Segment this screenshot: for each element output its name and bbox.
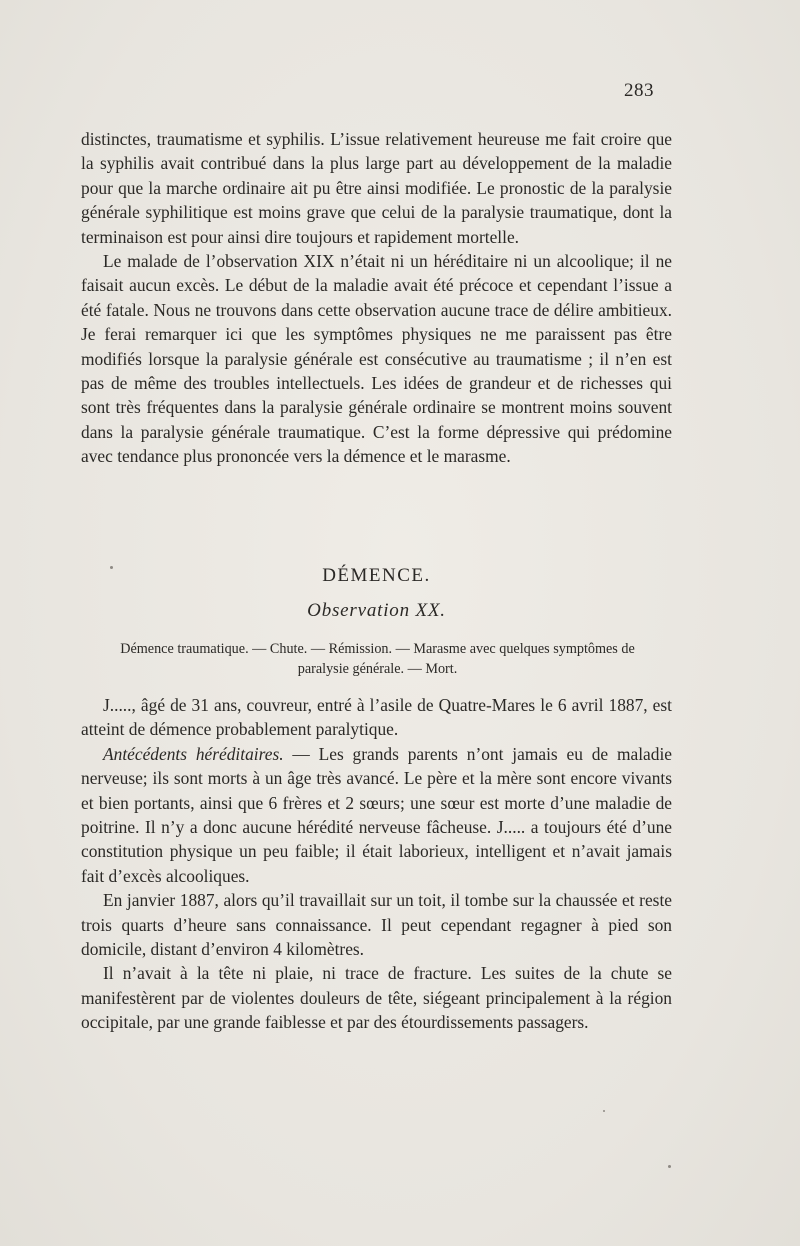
paragraph-intro: J....., âgé de 31 ans, couvreur, entré à l’asile de Quatre-Mares le 6 avril 1887, est atteint de démence probablement paralytique. — [81, 695, 672, 740]
paragraph-sequelae: Il n’avait à la tête ni plaie, ni trace de fracture. Les suites de la chute se manifestèrent par de violentes douleurs de tête, siégeant principalement à la région occipitale, par une grande faiblesse et par des étourdissements passagers. — [81, 963, 672, 1033]
observation-title: Observation XX. — [307, 600, 446, 621]
antecedents-label: Antécédents héréditaires. — [103, 743, 284, 764]
observation-summary: Démence traumatique. — Chute. — Rémission. — Marasme avec quelques symptômes de paralysie générale. — Mort. — [120, 641, 635, 677]
paragraph-continuation: distinctes, traumatisme et syphilis. L’issue relativement heureuse me fait croire que la syphilis avait contribué dans la plus large part au développement de la maladie pour que la marche ordinaire ait pu être ainsi modifiée. Le pronostic de la paralysie générale syphilitique est moins grave que celui de la paralysie traumatique, dont la terminaison est pour ainsi dire toujours et rapidement mortelle. — [81, 129, 672, 247]
paper-speck — [668, 1165, 671, 1168]
observation-text — [81, 693, 672, 1035]
paragraph-observation-xix: Le malade de l’observation XIX n’était ni un héréditaire ni un alcoolique; il ne faisait aucun excès. Le début de la maladie avait été précoce et cependant l’issue a été fatale. Nous ne trouvons dans cette observation aucune trace de délire ambitieux. Je ferai remarquer ici que les symptômes physiques ne me paraissent pas être modifiés lorsque la paralysie générale est consécutive au traumatisme ; il n’en est pas de même des troubles intellectuels. Les idées de grandeur et de richesses qui sont très fréquentes dans la paralysie générale ordinaire se montrent moins souvent dans la paralysie générale traumatique. C’est la forme dépressive qui prédomine avec tendance plus prononcée vers la démence et le marasme. — [81, 251, 672, 467]
section-title: DÉMENCE. — [322, 565, 431, 586]
page-number: 283 — [624, 80, 654, 101]
continuation-text — [81, 127, 672, 469]
paragraph-fall: En janvier 1887, alors qu’il travaillait sur un toit, il tombe sur la chaussée et reste trois quarts d’heure sans connaissance. Il peut cependant regagner à pied son domicile, distant d’environ 4 kilomètres. — [81, 890, 672, 960]
antecedents-text: — Les grands parents n’ont jamais eu de maladie nerveuse; ils sont morts à un âge très avancé. Le père et la mère sont encore vivants et bien portants, ainsi que 6 frères et 2 sœurs; une sœur est morte d’une maladie de poitrine. Il n’y a donc aucune hérédité nerveuse fâcheuse. J..... a toujours été d’une constitution physique un peu faible; il était laborieux, intelligent et n’avait jamais fait d’excès alcooliques. — [81, 743, 672, 886]
paper-speck — [603, 1110, 605, 1112]
paragraph-antecedents — [81, 742, 672, 888]
